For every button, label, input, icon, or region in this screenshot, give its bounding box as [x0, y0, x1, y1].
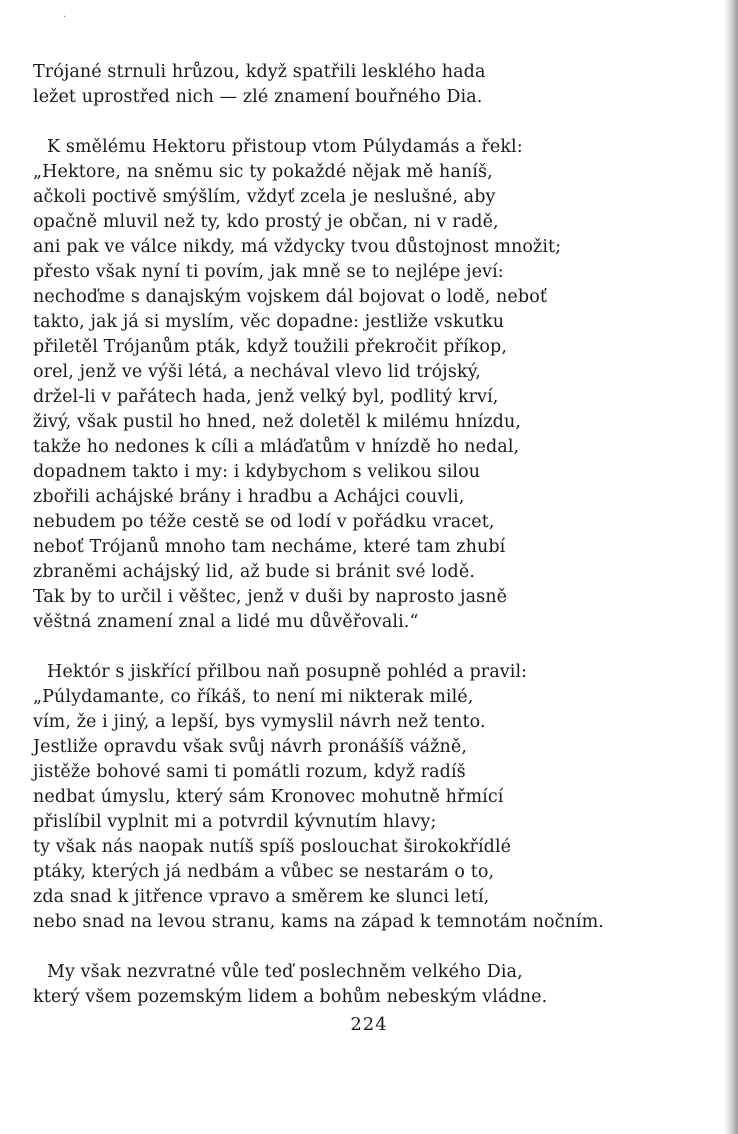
verse-line: nebo snad na levou stranu, kams na západ k temnotám nočním.	[33, 912, 604, 932]
verse-line: věštná znamení znal a lidé mu důvěřovali.“	[33, 612, 419, 632]
page-number: 224	[350, 1014, 388, 1035]
page-edge-shadow	[724, 0, 738, 1134]
verse-line: který všem pozemským lidem a bohům nebeským vládne.	[33, 987, 548, 1007]
verse-line: jistěže bohové sami ti pomátli rozum, když radíš	[33, 762, 466, 782]
verse-line: živý, však pustil ho hned, než doletěl k milému hnízdu,	[33, 412, 521, 432]
verse-line: Trójané strnuli hrůzou, když spatřili lesklého hada	[33, 62, 486, 82]
verse-line: orel, jenž ve výši létá, a nechával vlevo lid trójský,	[33, 362, 481, 382]
verse-line: „Hektore, na sněmu sic ty pokaždé nějak mě haníš,	[33, 162, 493, 182]
verse-line: opačně mluvil než ty, kdo prostý je občan, ni v radě,	[33, 212, 499, 232]
verse-line: neboť Trójanů mnoho tam necháme, které tam zhubí	[33, 537, 506, 557]
stanza	[33, 960, 703, 1010]
stanza	[33, 60, 703, 110]
verse-line: zbořili achájské brány i hradbu a Achájci couvli,	[33, 487, 465, 507]
verse-line: vím, že i jiný, a lepší, bys vymyslil návrh než tento.	[33, 712, 486, 732]
scan-speck: ·	[63, 12, 67, 23]
verse-line: přiletěl Trójanům pták, když toužili překročit příkop,	[33, 337, 507, 357]
verse-line: Tak by to určil i věštec, jenž v duši by naprosto jasně	[33, 587, 508, 607]
verse-line: takto, jak já si myslím, věc dopadne: jestliže vskutku	[33, 312, 505, 332]
verse-line: Jestliže opravdu však svůj návrh pronášíš vážně,	[33, 737, 468, 757]
verse-line: přesto však nyní ti povím, jak mně se to nejlépe jeví:	[33, 262, 504, 282]
verse-line: dopadnem takto i my: i kdybychom s velikou silou	[33, 462, 481, 482]
verse-line: K smělému Hektoru přistoup vtom Púlydamás a řekl:	[47, 137, 523, 157]
verse-line: nedbat úmyslu, který sám Kronovec mohutně hřmící	[33, 787, 504, 807]
verse-line: držel-li v pařátech hada, jenž velký byl, podlitý krví,	[33, 387, 499, 407]
verse-line: nechoďme s danajským vojskem dál bojovat o lodě, neboť	[33, 287, 547, 307]
stanza	[33, 135, 703, 635]
verse-line: ty však nás naopak nutíš spíš poslouchat širokokřídlé	[33, 837, 512, 857]
verse-line: Hektór s jiskřící přilbou naň posupně pohléd a pravil:	[47, 662, 528, 682]
verse-line: nebudem po téže cestě se od lodí v pořádku vracet,	[33, 512, 495, 532]
verse-line: zda snad k jitřence vpravo a směrem ke slunci letí,	[33, 887, 490, 907]
verse-line: ptáky, kterých já nedbám a vůbec se nestarám o to,	[33, 862, 495, 882]
verse-line: zbraněmi achájský lid, až bude si bránit své lodě.	[33, 562, 475, 582]
verse-line: ležet uprostřed nich — zlé znamení bouřného Dia.	[33, 87, 483, 107]
verse-line: přislíbil vyplnit mi a potvrdil kývnutím hlavy;	[33, 812, 437, 832]
stanza	[33, 660, 703, 935]
verse-line: ačkoli poctivě smýšlím, vždyť zcela je neslušné, aby	[33, 187, 496, 207]
verse-line: „Púlydamante, co říkáš, to není mi nikterak milé,	[33, 687, 474, 707]
verse-line: ani pak ve válce nikdy, má vždycky tvou důstojnost množit;	[33, 237, 562, 257]
verse-line: My však nezvratné vůle teď poslechněm velkého Dia,	[47, 962, 523, 982]
poem-text	[33, 60, 703, 1010]
verse-line: takže ho nedones k cíli a mláďatům v hnízdě ho nedal,	[33, 437, 520, 457]
